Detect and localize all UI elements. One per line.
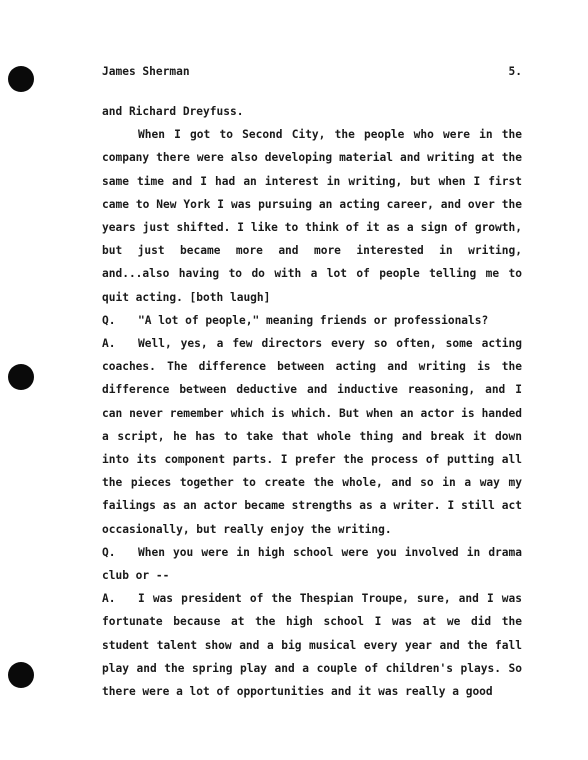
paragraph-second-city	[102, 123, 522, 309]
paragraph-continuation	[102, 100, 522, 123]
answer-2	[102, 587, 522, 703]
answer-1	[102, 332, 522, 541]
question-text: When you were in high school were you involved in drama club or --	[102, 545, 522, 583]
answer-text: Well, yes, a few directors every so often, some acting coaches. The difference between acting and writing is the difference between deductive and inductive reasoning, and I can never remember which is which. But when an actor is handed a script, he has to take that whole thing and break it down into its component parts. I prefer the process of putting all the pieces together to create the whole, and so in a way my failings as an actor became strengths as a writer. I still act occasionally, but really enjoy the writing.	[102, 337, 522, 536]
answer-tag: A.	[102, 337, 116, 351]
paragraph-text: When I got to Second City, the people who were in the company there were also developing material and writing at the same time and I had an interest in writing, but when I first came to New York I was pursuing an acting career, and over the years just shifted. I like to think of it as a sign of growth, but just became more and more interested in writing, and...also having to do with a lot of people telling me to quit acting. [both laugh]	[102, 128, 522, 304]
transcript-body	[102, 100, 522, 703]
question-1	[102, 309, 522, 332]
question-text: "A lot of people," meaning friends or professionals?	[138, 313, 489, 327]
question-tag: Q.	[102, 313, 116, 327]
binder-hole-middle	[8, 364, 34, 390]
page-number: 5.	[508, 65, 522, 78]
binder-hole-bottom	[8, 662, 34, 688]
answer-tag: A.	[102, 592, 116, 606]
question-2	[102, 541, 522, 587]
binder-hole-top	[8, 66, 34, 92]
header-name: James Sherman	[102, 65, 190, 78]
question-tag: Q.	[102, 545, 116, 559]
paragraph-text: and Richard Dreyfuss.	[102, 105, 244, 118]
answer-text: I was president of the Thespian Troupe, sure, and I was fortunate because at the high school I was at we did the student talent show and a big musical every year and the fall play and the spring play and a couple of children's plays. So there were a lot of opportunities and it was really a good	[102, 592, 522, 699]
